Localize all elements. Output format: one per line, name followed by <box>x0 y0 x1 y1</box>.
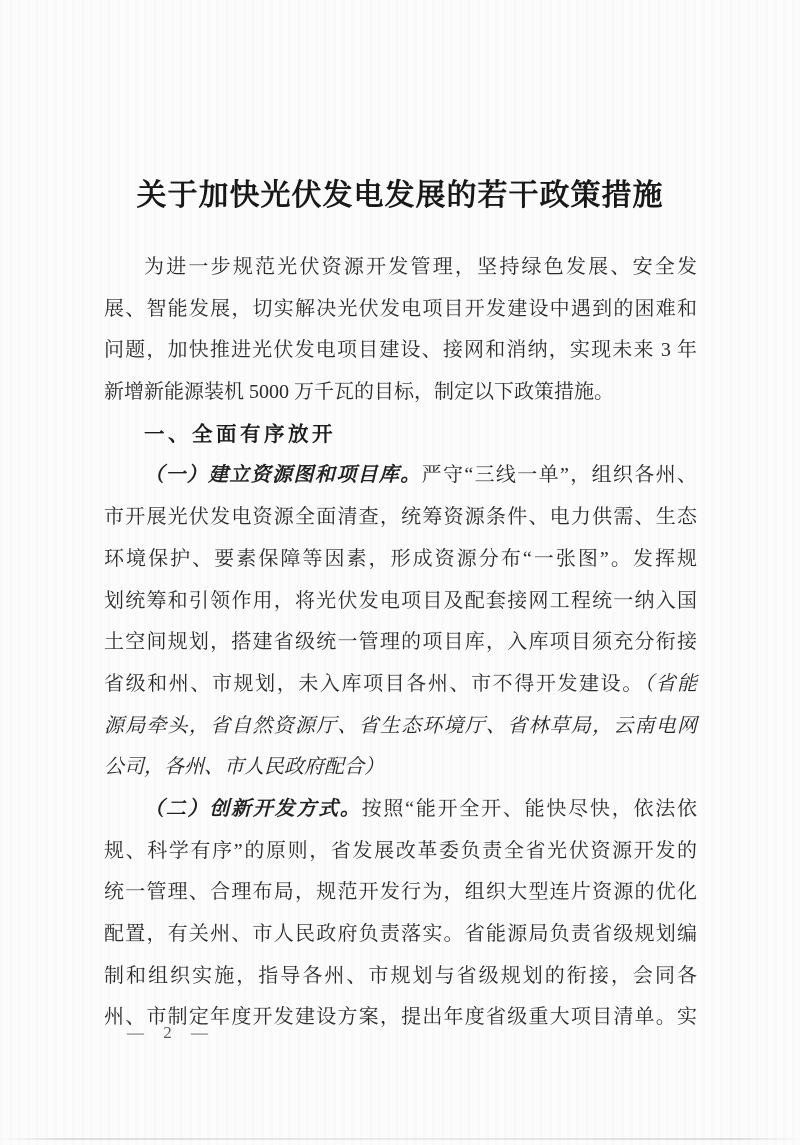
body-line <box>104 956 697 998</box>
body-line <box>104 914 697 956</box>
text-segment: 划统筹和引领作用，将光伏发电项目及配套接网工程统一纳入国 <box>104 589 697 612</box>
text-segment: 配置，有关州、市人民政府负责落实。省能源局负责省级规划编 <box>104 923 697 945</box>
body-line <box>104 539 697 581</box>
body-line <box>104 747 697 789</box>
body-line <box>104 706 697 748</box>
text-segment: 展、智能发展，切实解决光伏发电项目开发建设中遇到的困难和 <box>104 297 697 320</box>
text-segment: 州、市制定年度开发建设方案，提出年度省级重大项目清单。实 <box>104 1006 697 1029</box>
text-segment: 按照“能开全开、能快尽快，依法依 <box>361 797 697 820</box>
body-line <box>104 372 697 414</box>
body-line <box>104 789 697 831</box>
text-segment: 省级和州、市规划，未入库项目各州、市不得开发建设。 <box>104 672 644 695</box>
text-segment: 市开展光伏发电资源全面清查，统筹资源条件、电力供需、生态 <box>104 506 697 529</box>
document-body <box>104 247 697 1039</box>
text-segment: 严守“三线一单”，组织各州、 <box>421 464 697 487</box>
body-line <box>104 289 697 331</box>
body-line <box>104 581 697 623</box>
text-segment: 规、科学有序”的原则，省发展改革委负责全省光伏资源开发的 <box>104 839 697 862</box>
text-segment: 制和组织实施，指导各州、市规划与省级规划的衔接，会同各 <box>104 964 697 987</box>
text-segment: 问题，加快推进光伏发电项目建设、接网和消纳，实现未来 3 年 <box>104 339 697 362</box>
document-title: 关于加快光伏发电发展的若干政策措施 <box>136 179 664 212</box>
body-line <box>104 872 697 914</box>
text-segment: 土空间规划，搭建省级统一管理的项目库，入库项目须充分衔接 <box>104 631 697 654</box>
text-segment: 环境保护、要素保障等因素，形成资源分布“一张图”。发挥规 <box>104 547 697 570</box>
body-line <box>104 247 697 289</box>
text-segment: 公司，各州、市人民政府配合） <box>104 756 384 779</box>
text-segment: （省能 <box>643 672 698 695</box>
text-segment: （二）创新开发方式。 <box>144 797 362 820</box>
text-segment: 新增新能源装机 5000 万千瓦的目标，制定以下政策措施。 <box>104 381 614 404</box>
body-line <box>104 831 697 873</box>
body-line <box>104 622 697 664</box>
text-segment: 源局牵头，省自然资源厅、省生态环境厅、省林草局，云南电网 <box>104 714 697 737</box>
body-line <box>104 455 697 497</box>
body-line <box>104 414 697 456</box>
text-segment: 为进一步规范光伏资源开发管理，坚持绿色发展、安全发 <box>144 256 697 278</box>
scan-bottom-edge <box>0 1138 800 1140</box>
text-segment: 一、全面有序放开 <box>144 422 336 446</box>
text-segment: （一）建立资源图和项目库。 <box>144 464 422 487</box>
text-segment: 统一管理、合理布局，规范开发行为，组织大型连片资源的优化 <box>104 881 697 904</box>
body-line <box>104 330 697 372</box>
page-number: — 2 — <box>127 1023 210 1042</box>
body-line <box>104 664 697 706</box>
body-line <box>104 497 697 539</box>
